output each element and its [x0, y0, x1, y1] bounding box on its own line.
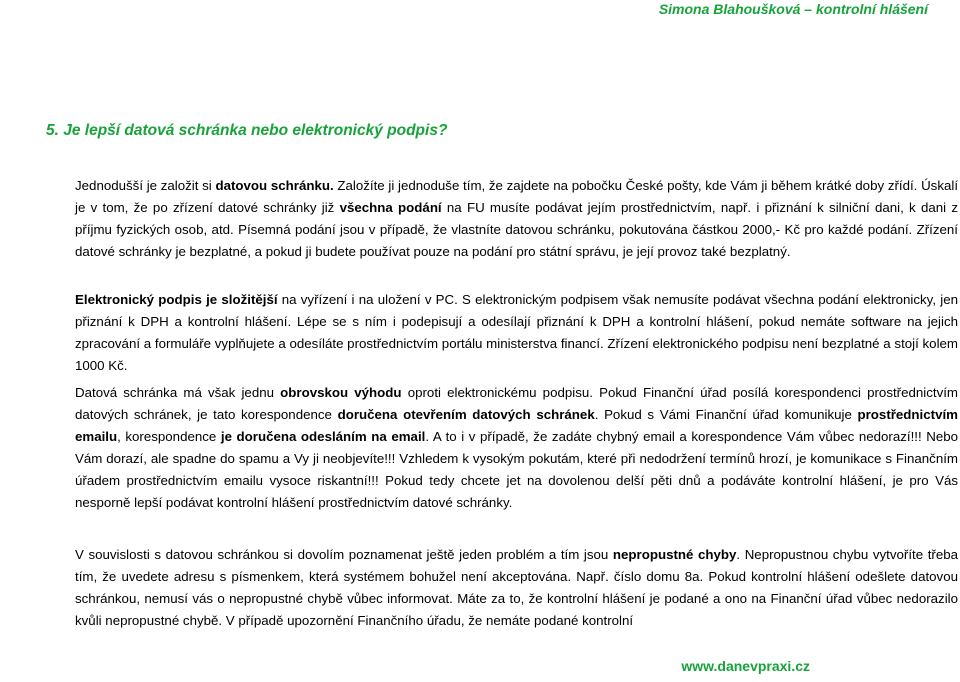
page-header: Simona Blahoušková – kontrolní hlášení — [658, 1, 928, 17]
bold-text-run: všechna podání — [339, 200, 442, 215]
text-run: . Nepropustnou chybu vytvoříte třeba tím, že uvedete adresu s písmenkem, která systémem bohužel není akceptována. Např. číslo domu 8a. Pokud kontrolní hlášení odešlete datovou schránkou, nemusí vás o nepropustné chybě vůbec informovat. Máte za to, že kontrolní hlášení je podané a ono na Finanční úřad vůbec nedorazilo kvůli nepropustné chybě. V případě upozornění Finančního úřadu, že nemáte podané kontrolní — [75, 547, 958, 628]
paragraph-vyhoda — [75, 382, 958, 514]
paragraph-datova-schranka — [75, 175, 958, 263]
text-run: oproti elektronickému podpisu. Pokud Finanční úřad posílá korespondenci prostřednictvím datových schránek, je tato korespondence — [75, 385, 958, 422]
footer-website-link[interactable]: www.danevpraxi.cz — [681, 658, 810, 674]
bold-text-run: prostřednictvím emailu — [75, 407, 958, 444]
paragraph-elektronicky-podpis — [75, 289, 958, 377]
text-run: na vyřízení i na uložení v PC. S elektronickým podpisem však nemusíte podávat všechna podání elektronicky, jen přiznání k DPH a kontrolní hlášení. Lépe se s ním i podepisují a odesílají přiznání k DPH a kontrolní hlášení, pokud nemáte software na jejich zpracování a formuláře vyplňujete a odesíláte prostřednictvím portálu ministerstva financí. Zřízení elektronického podpisu není bezplatné a stojí kolem 1000 Kč. — [75, 292, 958, 373]
text-run: Jednodušší je založit si — [75, 178, 216, 193]
text-run: Založíte ji jednoduše tím, že zajdete na pobočku České pošty, kde Vám ji během krátké doby zřídí. Úskalí je v tom, že po zřízení datové schránky již — [75, 178, 959, 215]
bold-text-run: doručena otevřením datových schránek — [337, 407, 595, 422]
bold-text-run: datovou schránku. — [215, 178, 334, 193]
bold-text-run: Elektronický podpis je složitější — [75, 292, 278, 307]
paragraph-text — [75, 544, 958, 632]
text-run: . Pokud s Vámi Finanční úřad komunikuje — [594, 407, 858, 422]
paragraph-text — [75, 382, 958, 514]
section-heading: 5. Je lepší datová schránka nebo elektronický podpis? — [46, 122, 448, 139]
bold-text-run: je doručena odesláním na email — [220, 429, 426, 444]
paragraph-nepropustne-chyby — [75, 544, 958, 632]
text-run: V souvislosti s datovou schránkou si dovolím poznamenat ještě jeden problém a tím jsou — [75, 547, 613, 562]
bold-text-run: obrovskou výhodu — [280, 385, 402, 400]
text-run: , korespondence — [117, 429, 221, 444]
paragraph-text — [75, 289, 958, 377]
text-run: . A to i v případě, že zadáte chybný email a korespondence Vám vůbec nedorazí!!! Nebo Vám dorazí, ale spadne do spamu a Vy ji neobjevíte!!! Vzhledem k vysokým pokutám, které při nedodržení termínů hrozí, je komunikace s Finančním úřadem prostřednictvím emailu vysoce riskantní!!! Pokud tedy chcete jet na dovolenou delší pěti dnů a podáváte kontrolní hlášení, je pro Vás nesporně lepší podávat kontrolní hlášení prostřednictvím datové schránky. — [75, 429, 959, 510]
paragraph-text — [75, 175, 958, 263]
text-run: na FU musíte podávat jejím prostřednictvím, např. i přiznání k silniční dani, k dani z příjmu fyzických osob, atd. Písemná podání jsou v případě, že vlastníte datovou schránku, pokutována částkou 2000,- Kč pro každé podání. Zřízení datové schránky je bezplatné, a pokud ji budete používat pouze na podání pro státní správu, je její provoz také bezplatný. — [75, 200, 958, 259]
text-run: Datová schránka má však jednu — [75, 385, 281, 400]
bold-text-run: nepropustné chyby — [612, 547, 737, 562]
